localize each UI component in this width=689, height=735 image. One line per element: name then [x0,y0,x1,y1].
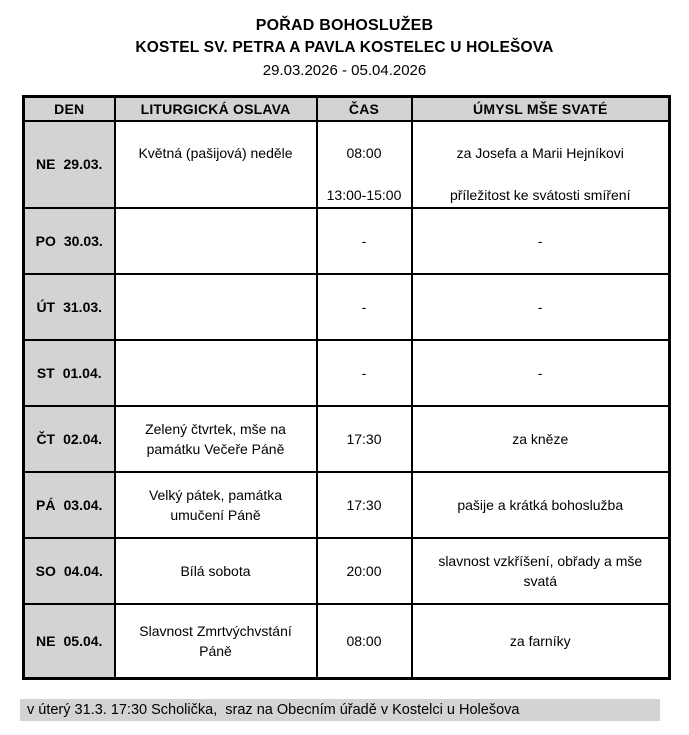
table-row [24,472,670,538]
intention-lines [421,143,661,205]
time-lines [326,363,403,383]
intention-line: - [537,364,543,381]
intention-cell [412,121,670,208]
intention-cell [412,538,670,604]
time-line: - [361,364,367,381]
time-lines [326,143,403,205]
schedule-table-body [24,121,670,679]
celebration-cell [115,340,317,406]
column-header-time: ČAS [317,97,412,121]
table-row [24,208,670,274]
intention-line: - [537,298,543,315]
intention-cell [412,472,670,538]
day-date: 01.04. [62,364,102,381]
column-header-celebration: LITURGICKÁ OSLAVA [115,97,317,121]
table-row [24,538,670,604]
column-header-intention: ÚMYSL MŠE SVATÉ [412,97,670,121]
celebration-cell: Slavnost Zmrtvýchvstání Páně [115,604,317,679]
time-cell [317,340,412,406]
day-code: NE [36,632,56,649]
header-row [24,97,670,121]
day-date: 30.03. [63,232,103,249]
day-date: 02.04. [63,430,103,447]
date-range: 29.03.2026 - 05.04.2026 [262,62,427,79]
day-code: ÚT [36,298,56,315]
time-lines [326,297,403,317]
celebration-cell: Květná (pašijová) neděle [115,121,317,208]
footer-note: v úterý 31.3. 17:30 Scholička, sraz na Obecním úřadě v Kostelci u Holešova [20,699,660,721]
time-lines [326,429,403,449]
intention-lines [421,231,661,251]
table-row [24,340,670,406]
celebration-cell [115,208,317,274]
schedule-table [22,95,671,680]
intention-lines [421,297,661,317]
time-lines [326,631,403,651]
day-code: SO [35,562,56,579]
intention-cell [412,340,670,406]
intention-line: - [537,232,543,249]
time-lines [326,561,403,581]
time-cell [317,472,412,538]
intention-line: pašije a krátká bohoslužba [457,496,624,513]
day-date: 31.03. [63,298,103,315]
page-subtitle: KOSTEL SV. PETRA A PAVLA KOSTELEC U HOLEŠOVA [135,39,554,56]
time-line: 20:00 [346,562,382,579]
day-cell [24,274,115,340]
day-cell [24,121,115,208]
time-line: 13:00-15:00 [326,186,402,203]
day-cell [24,340,115,406]
day-cell [24,208,115,274]
intention-line: příležitost ke svátosti smíření [449,186,631,203]
celebration-cell: Bílá sobota [115,538,317,604]
time-lines [326,231,403,251]
intention-lines [421,495,661,515]
table-row [24,406,670,472]
page-title: POŘAD BOHOSLUŽEB [255,17,434,34]
intention-lines [421,631,661,651]
time-cell [317,208,412,274]
time-cell [317,538,412,604]
intention-line: za farníky [509,632,571,649]
schedule-table-header [24,97,670,121]
time-lines [326,495,403,515]
day-code: ČT [36,430,56,447]
intention-line: za kněze [512,430,569,447]
day-date: 04.04. [63,562,103,579]
celebration-cell: Zelený čtvrtek, mše na památku Večeře Páně [115,406,317,472]
table-row [24,604,670,679]
day-code: NE [36,156,56,172]
day-cell [24,604,115,679]
intention-line: slavnost vzkříšení, obřady a mše svatá [438,552,643,589]
time-line: 17:30 [346,430,382,447]
day-cell [24,472,115,538]
table-row [24,274,670,340]
time-line: 08:00 [346,632,382,649]
day-date: 05.04. [63,632,103,649]
intention-lines [421,429,661,449]
day-cell [24,538,115,604]
intention-cell [412,604,670,679]
time-cell [317,604,412,679]
time-line: - [361,232,367,249]
intention-cell [412,406,670,472]
column-header-day: DEN [24,97,115,121]
time-cell [317,121,412,208]
time-line: 17:30 [346,496,382,513]
celebration-cell: Velký pátek, památka umučení Páně [115,472,317,538]
time-line: 08:00 [346,144,382,161]
table-row [24,121,670,208]
intention-lines [421,363,661,383]
title-block [0,0,689,80]
time-line: - [361,298,367,315]
day-code: PÁ [36,496,56,513]
day-date: 03.04. [63,496,103,513]
day-code: PO [35,232,56,249]
day-cell [24,406,115,472]
time-cell [317,274,412,340]
day-code: ST [36,364,55,381]
time-cell [317,406,412,472]
celebration-cell [115,274,317,340]
intention-line: za Josefa a Marii Hejníkovi [456,144,624,161]
intention-lines [421,551,661,591]
day-date: 29.03. [63,156,103,172]
intention-cell [412,274,670,340]
intention-cell [412,208,670,274]
